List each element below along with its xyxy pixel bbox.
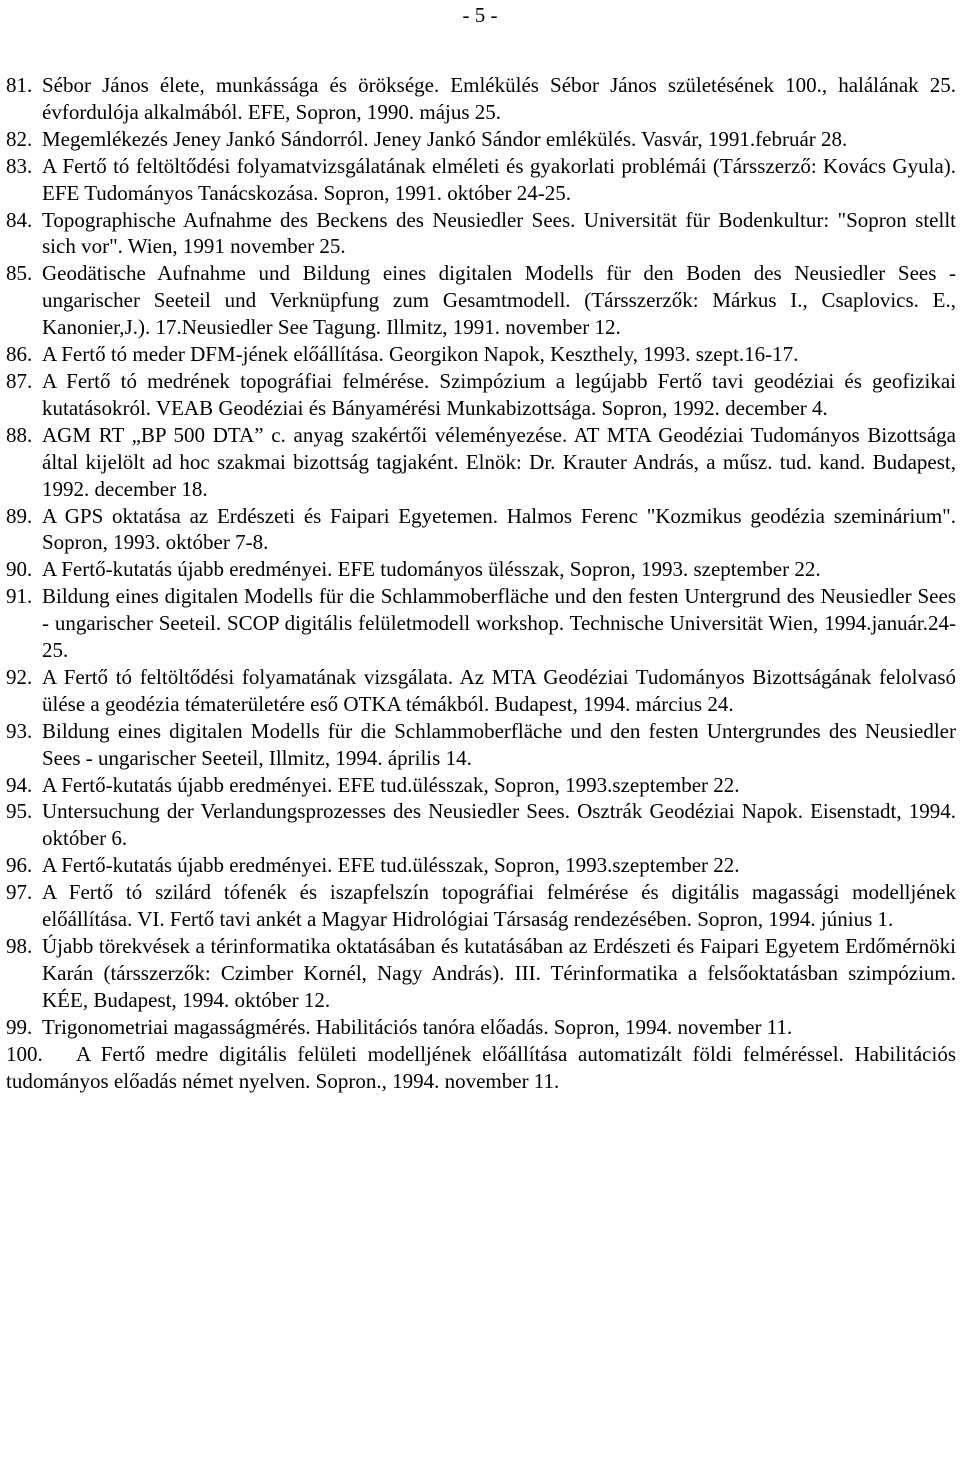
list-item	[6, 664, 956, 718]
item-text: Megemlékezés Jeney Jankó Sándorról. Jeney Jankó Sándor emlékülés. Vasvár, 1991.február 28.	[42, 126, 848, 151]
item-number: 91.	[6, 584, 33, 609]
item-text: A Fertő medre digitális felületi modelljének előállítása automatizált földi felméréssel. Habilitációs tudományos előadás német nyelven. Sopron., 1994. november 11.	[6, 1041, 956, 1093]
item-number: 85.	[6, 261, 33, 286]
item-text: A Fertő tó feltöltődési folyamatvizsgálatának elméleti és gyakorlati problémái (Társszerző: Kovács Gyula). EFE Tudományos Tanácskozása. Sopron, 1991. október 24-25.	[42, 153, 956, 205]
item-text: A Fertő tó medrének topográfiai felmérése. Szimpózium a legújabb Fertő tavi geodéziai és geofizikai kutatásokról. VEAB Geodéziai és Bányamérési Munkabizottsága. Sopron, 1992. december 4.	[42, 368, 956, 420]
list-item	[6, 422, 956, 503]
item-number: 94.	[6, 772, 33, 797]
list-item	[6, 260, 956, 341]
list-item	[6, 1014, 956, 1041]
item-number: 90.	[6, 557, 33, 582]
item-text: Sébor János élete, munkássága és öröksége. Emlékülés Sébor János születésének 100., halálának 25. évfordulója alkalmából. EFE, Sopron, 1990. május 25.	[42, 73, 956, 124]
page-number: - 5 -	[462, 3, 498, 27]
list-item	[6, 879, 956, 933]
item-text: Topographische Aufnahme des Beckens des Neusiedler Sees. Universität für Bodenkultur: "Sopron stellt sich vor". Wien, 1991 november 25.	[42, 207, 956, 259]
item-number: 96.	[6, 853, 33, 878]
item-number: 83.	[6, 153, 33, 178]
item-number: 82.	[6, 126, 33, 151]
item-text: Bildung eines digitalen Modells für die Schlammoberfläche und den festen Untergrundes des Neusiedler Sees - ungarischer Seeteil, Illmitz, 1994. április 14.	[42, 718, 956, 770]
item-number: 93.	[6, 718, 33, 743]
item-number: 100.	[6, 1041, 43, 1066]
item-text: AGM RT „BP 500 DTA” c. anyag szakértői véleményezése. AT MTA Geodéziai Tudományos Bizottsága által kijelölt ad hoc szakmai bizottság tagjaként. Elnök: Dr. Krauter András, a műsz. tud. kand. Budapest, 1992. december 18.	[42, 422, 956, 501]
item-text: Bildung eines digitalen Modells für die Schlammoberfläche und den festen Untergrund des Neusiedler Sees - ungarischer Seeteil. SCOP digitális felületmodell workshop. Technische Universität Wien, 1994.január.24-25.	[42, 584, 956, 663]
list-item	[6, 503, 956, 557]
list-item	[6, 772, 956, 799]
list-item	[6, 933, 956, 1014]
list-item	[6, 207, 956, 261]
item-text: A Fertő-kutatás újabb eredményei. EFE tudományos ülésszak, Sopron, 1993. szeptember 22.	[42, 557, 821, 582]
list-item	[6, 1041, 956, 1095]
item-number: 99.	[6, 1014, 33, 1039]
list-item	[6, 718, 956, 772]
item-text: A Fertő-kutatás újabb eredményei. EFE tud.ülésszak, Sopron, 1993.szeptember 22.	[42, 772, 740, 797]
list-item	[6, 341, 956, 368]
item-number: 86.	[6, 342, 33, 367]
item-number: 97.	[6, 880, 33, 905]
item-text: Geodätische Aufnahme und Bildung eines digitalen Modells für den Boden des Neusiedler Sees - ungarischer Seeteil und Verknüpfung zum Gesamtmodell. (Társszerzők: Márkus I., Csaplovics. E., Kanonier,J.). 17.Neusiedler See Tagung. Illmitz, 1991. november 12.	[42, 261, 956, 340]
item-number: 92.	[6, 664, 33, 689]
item-text: Untersuchung der Verlandungsprozesses des Neusiedler Sees. Osztrák Geodéziai Napok. Eisenstadt, 1994. október 6.	[42, 799, 956, 851]
list-item	[6, 852, 956, 879]
item-number: 89.	[6, 503, 33, 528]
item-number: 84.	[6, 207, 33, 232]
reference-list	[6, 72, 956, 1094]
item-text: Trigonometriai magasságmérés. Habilitációs tanóra előadás. Sopron, 1994. november 11.	[42, 1014, 793, 1039]
item-number: 88.	[6, 422, 33, 447]
list-item	[6, 368, 956, 422]
item-number: 81.	[6, 73, 33, 97]
list-item	[6, 556, 956, 583]
item-number: 95.	[6, 799, 33, 824]
list-item	[6, 72, 956, 126]
item-text: A Fertő tó szilárd tófenék és iszapfelszín topográfiai felmérése és digitális magassági modelljének előállítása. VI. Fertő tavi ankét a Magyar Hidrológiai Társaság rendezésében. Sopron, 1994. június 1.	[42, 880, 956, 932]
list-item	[6, 798, 956, 852]
list-item	[6, 583, 956, 664]
list-item	[6, 153, 956, 207]
item-text: A Fertő tó feltöltődési folyamatának vizsgálata. Az MTA Geodéziai Tudományos Bizottságának felolvasó ülése a geodézia tématerületére eső OTKA témákból. Budapest, 1994. március 24.	[42, 664, 956, 716]
item-number: 98.	[6, 934, 33, 958]
item-text: Újabb törekvések a térinformatika oktatásában és kutatásában az Erdészeti és Faipari Egyetem Erdőmérnöki Karán (társszerzők: Czimber Kornél, Nagy András). III. Térinformatika a felsőoktatásban szimpózium. KÉE, Budapest, 1994. október 12.	[42, 934, 956, 1012]
item-text: A Fertő-kutatás újabb eredményei. EFE tud.ülésszak, Sopron, 1993.szeptember 22.	[42, 853, 740, 878]
item-text: A GPS oktatása az Erdészeti és Faipari Egyetemen. Halmos Ferenc "Kozmikus geodézia szeminárium". Sopron, 1993. október 7-8.	[42, 503, 956, 555]
list-item	[6, 126, 956, 153]
item-text: A Fertő tó meder DFM-jének előállítása. Georgikon Napok, Keszthely, 1993. szept.16-17.	[42, 342, 799, 367]
item-number: 87.	[6, 368, 33, 393]
